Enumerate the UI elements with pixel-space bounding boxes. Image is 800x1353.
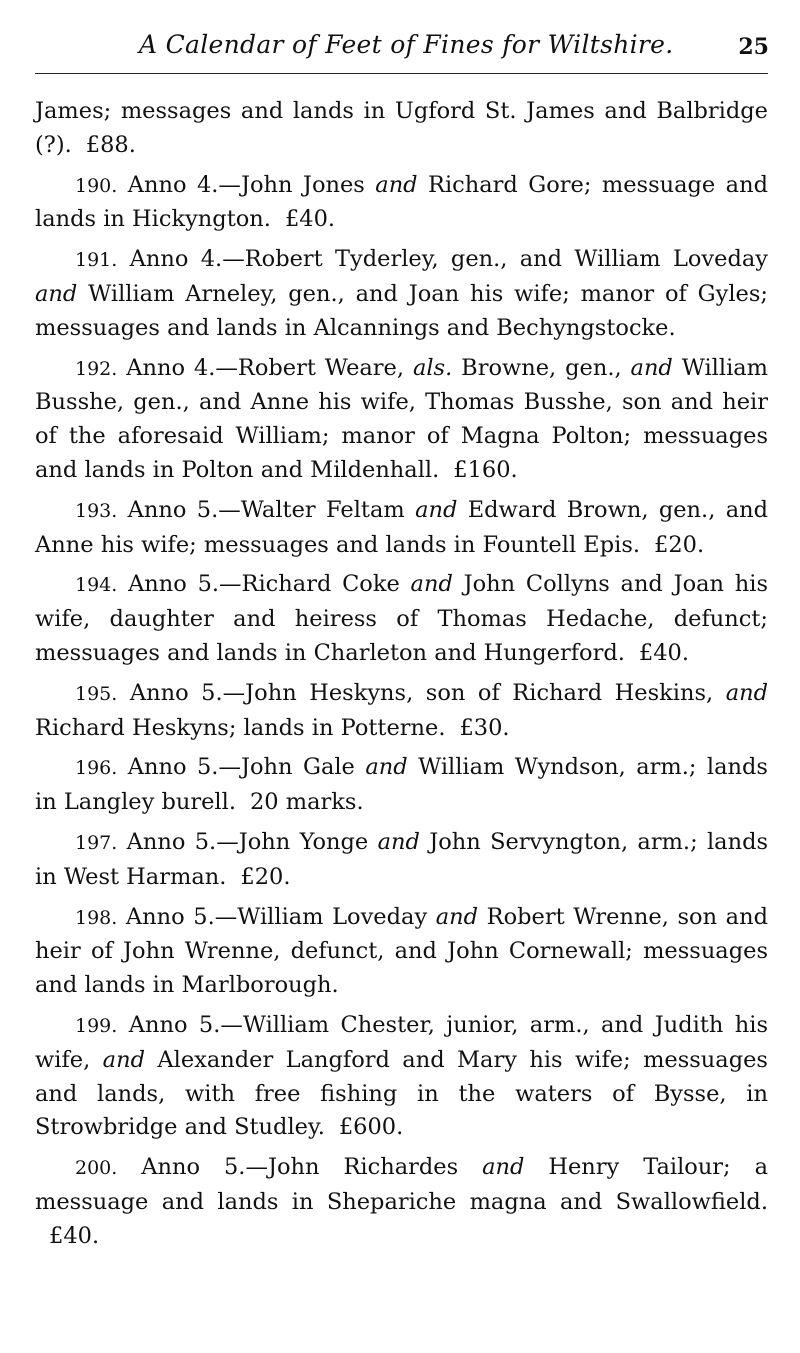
entry-and: and [35, 280, 78, 307]
entry-196 [35, 751, 768, 820]
entry-190 [35, 169, 768, 238]
entry-anno: Anno 5.— [127, 496, 241, 523]
entry-and: and [415, 496, 458, 523]
entry-amount: £20. [240, 863, 291, 890]
entry-number: 195. [75, 682, 118, 705]
entry-anno: Anno 5.— [128, 571, 242, 598]
entry-and: and [102, 1046, 145, 1073]
entry-amount: £40. [49, 1222, 100, 1249]
entry-party-second: William Wyndson, arm.; lands in Langley burell. [35, 754, 768, 816]
entry-anno: Anno 4.— [126, 354, 238, 381]
entry-party-second: John Collyns and Joan his wife, daughter and heiress of Thomas Hedache, defunct; messuages and lands in Charleton and Hungerford. [35, 571, 769, 666]
header-rule [35, 73, 768, 74]
entry-199 [35, 1009, 768, 1145]
entry-194 [35, 568, 768, 670]
entry-party-second: Robert Wrenne, son and heir of John Wrenne, defunct, and John Cornewall; messuages and lands in Marlborough. [35, 903, 768, 999]
entry-192 [35, 352, 768, 488]
entry-party-second: William Busshe, gen., and Anne his wife, Thomas Busshe, son and heir of the aforesaid William; manor of Magna Polton; messuages and lands in Polton and Mildenhall. [35, 354, 769, 483]
entry-anno: Anno 5.— [127, 754, 241, 781]
entry-party-first: Walter Feltam [240, 496, 405, 523]
entry-party-second: Henry Tailour; a messuage and lands in Shepariche magna and Swallowfield. [35, 1154, 769, 1215]
entry-amount: £160. [453, 456, 518, 483]
entry-party-first: William Chester, junior, arm., and Judith his wife, [35, 1011, 768, 1073]
entry-number: 192. [75, 357, 118, 380]
entry-party-first: Richard Coke [241, 571, 400, 598]
entry-party-second: John Servyngton, arm.; lands in West Harman. [35, 828, 769, 890]
body-text [35, 95, 768, 1260]
entry-amount: £30. [459, 714, 510, 741]
entry-party-first-continued: Browne, gen., [461, 354, 622, 381]
entry-party-first: Robert Tyderley, gen., and William Loveday [244, 246, 768, 273]
entry-als: als. [412, 354, 453, 381]
entry-198 [35, 901, 768, 1003]
entry-anno: Anno 4.— [127, 171, 241, 198]
entry-and: and [410, 571, 453, 598]
entry-number: 199. [75, 1014, 118, 1037]
entry-193 [35, 494, 768, 563]
page-number: 25 [738, 34, 769, 60]
entry-amount: 20 marks. [249, 789, 364, 816]
entry-party-first: John Jones [240, 171, 365, 198]
entry-anno: Anno 5.— [126, 828, 239, 855]
entry-amount: £20. [654, 531, 705, 558]
entry-party-first: John Gale [240, 754, 355, 781]
entry-party-first: John Richardes [267, 1154, 459, 1181]
entry-party-second: Alexander Langford and Mary his wife; messuages and lands, with free fishing in the waters of Bysse, in Strowbridge and Studley. [35, 1046, 768, 1141]
entry-and: and [725, 679, 769, 706]
entry-party-second: Edward Brown, gen., and Anne his wife; messuages and lands in Fountell Epis. [35, 496, 769, 558]
entry-anno: Anno 5.— [128, 1011, 243, 1038]
entry-and: and [435, 903, 479, 930]
running-title: A Calendar of Feet of Fines for Wiltshire. [139, 30, 674, 59]
entry-number: 200. [75, 1157, 118, 1180]
entry-amount: £40. [284, 206, 336, 233]
entry-anno: Anno 4.— [129, 246, 245, 273]
continuation-paragraph [35, 95, 768, 163]
entry-amount: £40. [638, 639, 690, 666]
entry-number: 196. [75, 757, 118, 780]
entry-number: 197. [75, 831, 118, 854]
entry-number: 191. [75, 249, 118, 272]
entry-and: and [630, 354, 673, 381]
entry-and: and [482, 1154, 525, 1181]
entry-and: and [365, 754, 408, 781]
entry-number: 198. [75, 906, 118, 929]
entry-anno: Anno 5.— [129, 679, 246, 706]
entry-anno: Anno 5.— [125, 903, 238, 930]
entry-and: and [377, 828, 420, 855]
entry-number: 194. [75, 574, 118, 597]
entry-anno: Anno 5.— [141, 1154, 268, 1181]
entry-party-second: William Arneley, gen., and Joan his wife; manor of Gyles; messuages and lands in Alcannings and Bechyngstocke. [35, 280, 768, 341]
entry-200 [35, 1151, 768, 1253]
entry-number: 190. [75, 174, 118, 197]
entry-party-first: William Loveday [237, 903, 428, 930]
entry-amount: £600. [338, 1114, 404, 1141]
entry-party-first: John Yonge [238, 828, 369, 855]
entry-191 [35, 243, 768, 345]
page-header [35, 24, 769, 68]
entry-party-first: Robert Weare, [237, 354, 405, 381]
entry-and: and [375, 171, 418, 198]
entry-party-second: Richard Gore; messuage and lands in Hickyngton. [35, 171, 768, 233]
entry-number: 193. [75, 499, 118, 522]
entry-party-first: John Heskyns, son of Richard Heskins, [245, 679, 714, 706]
entry-195 [35, 677, 768, 746]
entry-amount: £88. [85, 131, 136, 158]
entry-party-second: Richard Heskyns; lands in Potterne. [35, 714, 446, 741]
entry-197 [35, 826, 768, 895]
continuation-text: James; messages and lands in Ugford St. James and Balbridge (?). [35, 98, 768, 158]
